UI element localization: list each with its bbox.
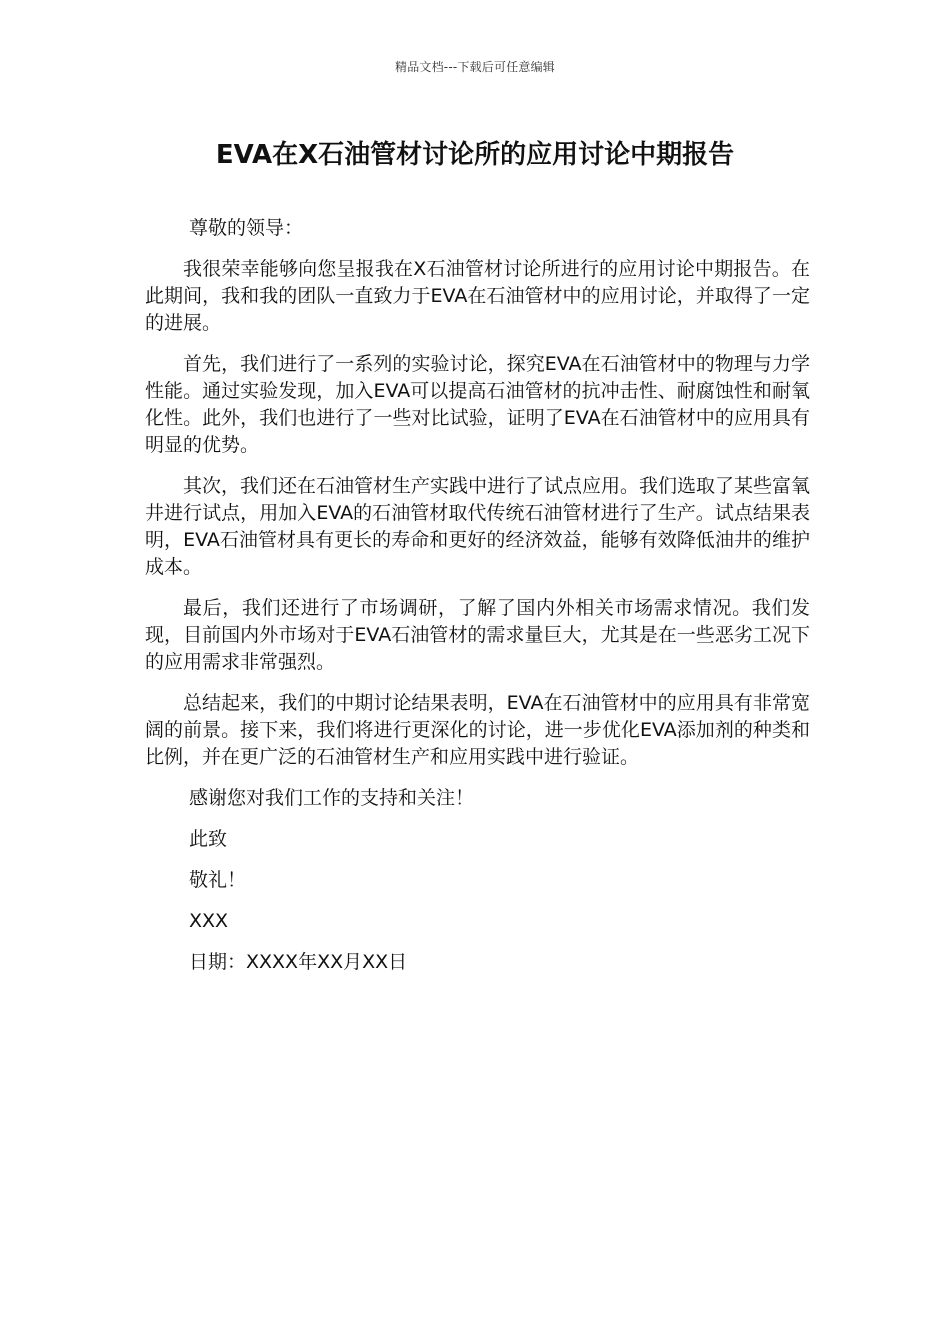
cizhi-line: 此致 [189, 828, 228, 850]
header-note: 精品文档---下载后可任意编辑 [395, 60, 555, 74]
paragraph-1: 我很荣幸能够向您呈报我在X石油管材讨论所进行的应用讨论中期报告。在此期间，我和我的团队一直致力于EVA在石油管材中的应用讨论，并取得了一定的进展。 [145, 258, 810, 334]
salutation: 尊敬的领导： [189, 217, 304, 239]
paragraph-2: 首先，我们进行了一系列的实验讨论，探究EVA在石油管材中的物理与力学性能。通过实验发现，加入EVA可以提高石油管材的抗冲击性、耐腐蚀性和耐氧化性。此外，我们也进行了一些对比试验，证明了EVA在石油管材中的应用具有明显的优势。 [145, 353, 810, 456]
paragraph-4: 最后，我们还进行了市场调研，了解了国内外相关市场需求情况。我们发现，目前国内外市场对于EVA石油管材的需求量巨大，尤其是在一些恶劣工况下的应用需求非常强烈。 [145, 597, 810, 673]
jingli-line: 敬礼！ [189, 869, 247, 891]
signature: XXX [189, 910, 229, 932]
document-body [145, 215, 810, 990]
paragraph-5: 总结起来，我们的中期讨论结果表明，EVA在石油管材中的应用具有非常宽阔的前景。接下来，我们将进行更深化的讨论，进一步优化EVA添加剂的种类和比例，并在更广泛的石油管材生产和应用实践中进行验证。 [145, 692, 810, 768]
date-line: 日期：XXXX年XX月XX日 [189, 951, 408, 973]
thanks-line: 感谢您对我们工作的支持和关注！ [189, 787, 475, 809]
paragraph-3: 其次，我们还在石油管材生产实践中进行了试点应用。我们选取了某些富氧井进行试点，用加入EVA的石油管材取代传统石油管材进行了生产。试点结果表明，EVA石油管材具有更长的寿命和更好的经济效益，能够有效降低油井的维护成本。 [145, 475, 811, 578]
document-title: EVA在X石油管材讨论所的应用讨论中期报告 [215, 140, 735, 170]
